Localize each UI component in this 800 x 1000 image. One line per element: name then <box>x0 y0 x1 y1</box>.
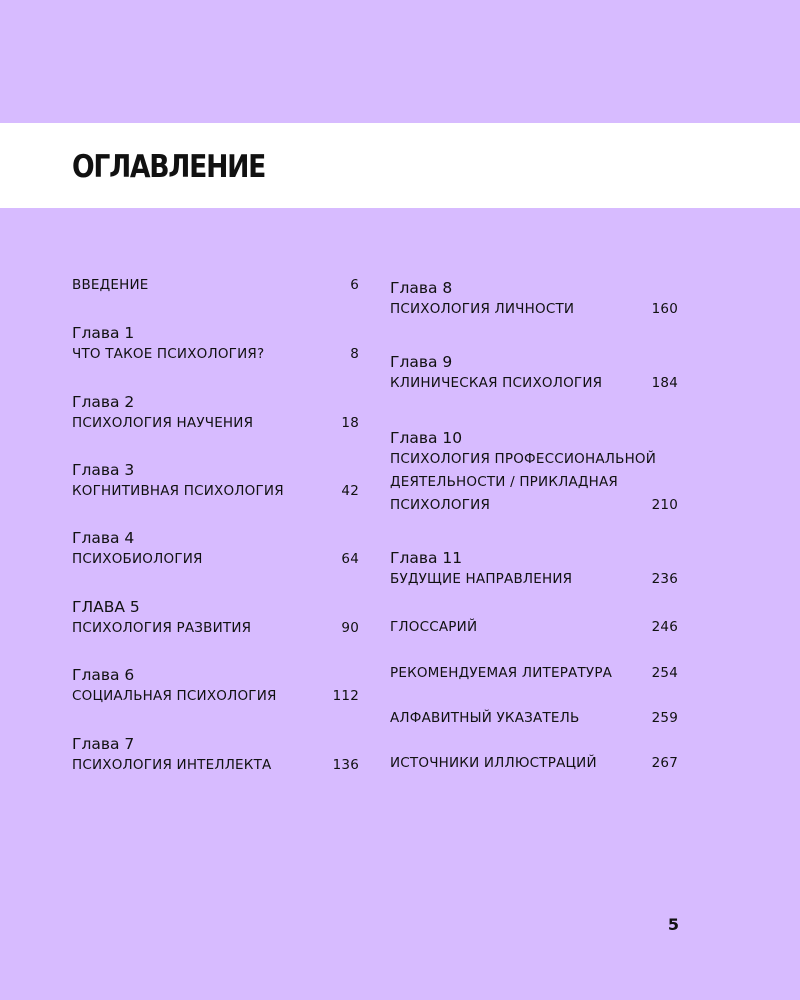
toc-title: ПСИХОЛОГИЯ ПРОФЕССИОНАЛЬНОЙ <box>390 451 657 467</box>
toc-row <box>390 662 678 685</box>
toc-page-number: 42 <box>341 483 359 499</box>
toc-entry-introduction[interactable] <box>72 274 359 297</box>
toc-page-number: 90 <box>341 620 359 636</box>
toc-row <box>390 616 678 639</box>
chapter-heading: Глава 9 <box>390 353 453 371</box>
chapter-heading: Глава 6 <box>72 666 135 684</box>
toc-page-number: 18 <box>341 415 359 431</box>
toc-row <box>390 707 678 730</box>
chapter-heading: Глава 10 <box>390 429 463 447</box>
toc-entry-chapter-3[interactable] <box>72 460 359 503</box>
toc-row <box>72 412 359 435</box>
toc-row <box>72 274 359 297</box>
toc-title: ПСИХОБИОЛОГИЯ <box>72 551 203 567</box>
toc-page-number: 136 <box>332 757 359 773</box>
toc-row <box>390 298 678 321</box>
toc-title: ПСИХОЛОГИЯ РАЗВИТИЯ <box>72 620 252 636</box>
toc-row <box>72 754 359 777</box>
toc-page-number: 8 <box>350 346 359 362</box>
toc-entry-chapter-10[interactable] <box>390 428 678 517</box>
toc-entry-chapter-2[interactable] <box>72 392 359 435</box>
toc-page-number: 259 <box>651 710 678 726</box>
toc-title: ВВЕДЕНИЕ <box>72 277 149 293</box>
toc-title: ДЕЯТЕЛЬНОСТИ / ПРИКЛАДНАЯ <box>390 474 619 490</box>
toc-page-number: 64 <box>341 551 359 567</box>
toc-page-number: 112 <box>332 688 359 704</box>
toc-entry-chapter-1[interactable] <box>72 323 359 366</box>
chapter-heading: Глава 11 <box>390 549 463 567</box>
toc-page-number: 210 <box>651 497 678 513</box>
toc-title: ПСИХОЛОГИЯ <box>390 497 491 513</box>
toc-row <box>72 548 359 571</box>
toc-title: ПСИХОЛОГИЯ ИНТЕЛЛЕКТА <box>72 757 272 773</box>
toc-entry-chapter-5[interactable] <box>72 597 359 640</box>
chapter-heading: Глава 4 <box>72 529 135 547</box>
toc-title: СОЦИАЛЬНАЯ ПСИХОЛОГИЯ <box>72 688 277 704</box>
toc-row <box>72 685 359 708</box>
toc-entry-chapter-11[interactable] <box>390 548 678 591</box>
toc-title-line <box>390 471 678 494</box>
page-number: 5 <box>667 915 679 934</box>
toc-entry-chapter-8[interactable] <box>390 278 678 321</box>
toc-entry-chapter-6[interactable] <box>72 665 359 708</box>
toc-entry-index[interactable] <box>390 707 678 730</box>
toc-page-number: 246 <box>651 619 678 635</box>
chapter-heading: Глава 7 <box>72 735 135 753</box>
toc-title: БУДУЩИЕ НАПРАВЛЕНИЯ <box>390 571 573 587</box>
toc-title: ИСТОЧНИКИ ИЛЛЮСТРАЦИЙ <box>390 755 597 771</box>
toc-entry-illustration-sources[interactable] <box>390 752 678 775</box>
toc-entry-chapter-4[interactable] <box>72 528 359 571</box>
toc-page-number: 236 <box>651 571 678 587</box>
toc-title: КОГНИТИВНАЯ ПСИХОЛОГИЯ <box>72 483 284 499</box>
chapter-heading: Глава 3 <box>72 461 135 479</box>
toc-row <box>72 343 359 366</box>
toc-row <box>390 372 678 395</box>
toc-entry-recommended-reading[interactable] <box>390 662 678 685</box>
page-title: ОГЛАВЛЕНИЕ <box>72 149 266 185</box>
toc-title: ПСИХОЛОГИЯ ЛИЧНОСТИ <box>390 301 575 317</box>
toc-row <box>72 480 359 503</box>
toc-row <box>390 752 678 775</box>
toc-page-number: 6 <box>350 277 359 293</box>
toc-row <box>390 494 678 517</box>
toc-title: ЧТО ТАКОЕ ПСИХОЛОГИЯ? <box>72 346 265 362</box>
toc-entry-glossary[interactable] <box>390 616 678 639</box>
toc-title: АЛФАВИТНЫЙ УКАЗАТЕЛЬ <box>390 710 580 726</box>
toc-page-number: 254 <box>651 665 678 681</box>
toc-title: КЛИНИЧЕСКАЯ ПСИХОЛОГИЯ <box>390 375 603 391</box>
toc-entry-chapter-9[interactable] <box>390 352 678 395</box>
toc-row <box>72 617 359 640</box>
toc-title: ПСИХОЛОГИЯ НАУЧЕНИЯ <box>72 415 254 431</box>
chapter-heading: Глава 1 <box>72 324 135 342</box>
toc-title: ГЛОССАРИЙ <box>390 619 478 635</box>
toc-title-line <box>390 448 678 471</box>
chapter-heading: Глава 8 <box>390 279 453 297</box>
chapter-heading: Глава 2 <box>72 393 135 411</box>
toc-page-number: 184 <box>651 375 678 391</box>
toc-title: РЕКОМЕНДУЕМАЯ ЛИТЕРАТУРА <box>390 665 613 681</box>
toc-entry-chapter-7[interactable] <box>72 734 359 777</box>
toc-page-number: 160 <box>651 301 678 317</box>
toc-page-number: 267 <box>651 755 678 771</box>
toc-row <box>390 568 678 591</box>
chapter-heading: ГЛАВА 5 <box>72 598 140 616</box>
